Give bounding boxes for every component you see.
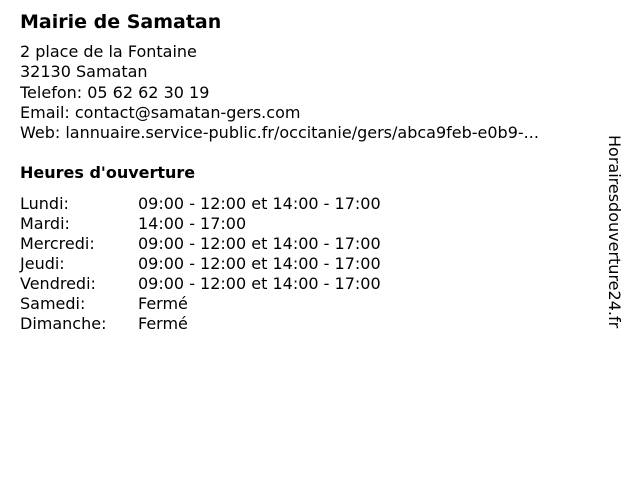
hours-row-jeudi — [20, 254, 610, 274]
day-label: Dimanche: — [20, 314, 107, 334]
hours-title: Heures d'ouverture — [20, 163, 196, 183]
address-line-2: 32130 Samatan — [20, 62, 148, 82]
day-label: Mardi: — [20, 214, 70, 234]
day-hours: 09:00 - 12:00 et 14:00 - 17:00 — [138, 234, 381, 254]
brand-watermark: Horairesdouverture24.fr — [605, 135, 624, 329]
day-hours: Fermé — [138, 294, 188, 314]
day-hours: 09:00 - 12:00 et 14:00 - 17:00 — [138, 194, 381, 214]
day-hours: 09:00 - 12:00 et 14:00 - 17:00 — [138, 274, 381, 294]
place-card — [20, 10, 610, 334]
phone-text: Telefon: 05 62 62 30 19 — [20, 82, 210, 102]
address-line-1: 2 place de la Fontaine — [20, 42, 197, 61]
day-label: Jeudi: — [20, 254, 65, 274]
hours-row-lundi — [20, 194, 610, 214]
web-text: Web: lannuaire.service-public.fr/occitanie/gers/abca9feb-e0b9-... — [20, 123, 539, 143]
hours-row-mardi — [20, 214, 610, 234]
place-title: Mairie de Samatan — [20, 11, 222, 33]
hours-row-dimanche — [20, 314, 610, 334]
day-label: Samedi: — [20, 294, 86, 314]
hours-list — [20, 194, 610, 334]
day-hours: 14:00 - 17:00 — [138, 214, 247, 234]
hours-row-samedi — [20, 294, 610, 314]
day-hours: Fermé — [138, 314, 188, 334]
hours-row-vendredi — [20, 274, 610, 294]
day-label: Vendredi: — [20, 274, 96, 294]
day-label: Mercredi: — [20, 234, 95, 254]
day-label: Lundi: — [20, 194, 69, 214]
day-hours: 09:00 - 12:00 et 14:00 - 17:00 — [138, 254, 381, 274]
email-text: Email: contact@samatan-gers.com — [20, 102, 301, 122]
hours-row-mercredi — [20, 234, 610, 254]
